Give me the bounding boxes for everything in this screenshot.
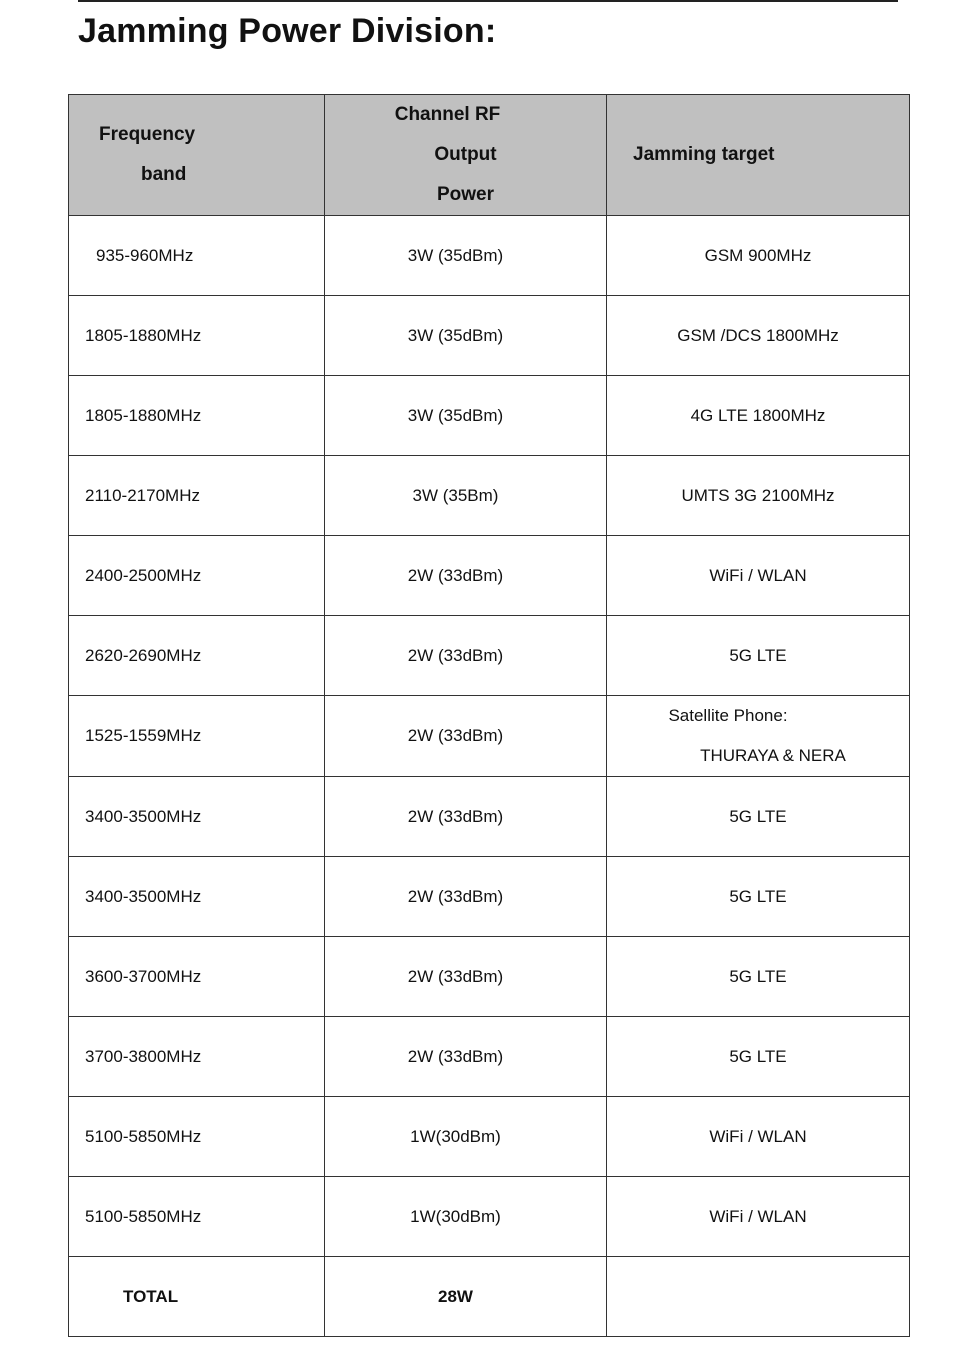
header-channel-rf-output-power [325, 95, 607, 216]
cell-jamming-target: 5G LTE [607, 616, 910, 696]
header-frequency-band-line-2: band [141, 164, 187, 185]
cell-jamming-target: 5G LTE [607, 937, 910, 1017]
cell-output-power: 2W (33dBm) [325, 937, 607, 1017]
cell-output-power: 3W (35Bm) [325, 456, 607, 536]
header-frequency-band [69, 95, 325, 216]
table-row [69, 376, 910, 456]
table-row [69, 216, 910, 296]
table-row [69, 536, 910, 616]
cell-jamming-target: WiFi / WLAN [607, 1177, 910, 1257]
cell-frequency-band: 5100-5850MHz [69, 1097, 325, 1177]
top-rule [78, 0, 898, 2]
table-row [69, 1177, 910, 1257]
table-row [69, 296, 910, 376]
table-row [69, 777, 910, 857]
table-total-row [69, 1257, 910, 1337]
cell-output-power: 2W (33dBm) [325, 616, 607, 696]
header-jamming-target: Jamming target [607, 95, 910, 216]
cell-frequency-band: 2110-2170MHz [69, 456, 325, 536]
table-row [69, 456, 910, 536]
cell-frequency-band: 5100-5850MHz [69, 1177, 325, 1257]
table-row [69, 616, 910, 696]
cell-output-power: 2W (33dBm) [325, 777, 607, 857]
cell-output-power: 3W (35dBm) [325, 296, 607, 376]
cell-jamming-target: GSM 900MHz [607, 216, 910, 296]
cell-frequency-band: 2620-2690MHz [69, 616, 325, 696]
cell-output-power: 1W(30dBm) [325, 1177, 607, 1257]
cell-jamming-target: 5G LTE [607, 1017, 910, 1097]
cell-total-jamming-target [607, 1257, 910, 1337]
cell-frequency-band: 1805-1880MHz [69, 376, 325, 456]
cell-total-output-power: 28W [325, 1257, 607, 1337]
cell-frequency-band: 3400-3500MHz [69, 777, 325, 857]
cell-frequency-band: 3700-3800MHz [69, 1017, 325, 1097]
header-frequency-band-line-1: Frequency [99, 124, 196, 145]
table-row [69, 1097, 910, 1177]
cell-output-power: 2W (33dBm) [325, 536, 607, 616]
cell-jamming-target: 5G LTE [607, 777, 910, 857]
jamming-power-table [68, 94, 910, 1337]
cell-output-power: 1W(30dBm) [325, 1097, 607, 1177]
table-row [69, 1017, 910, 1097]
cell-output-power: 3W (35dBm) [325, 376, 607, 456]
cell-jamming-target: 4G LTE 1800MHz [607, 376, 910, 456]
cell-jamming-target-line-2: THURAYA & NERA [700, 746, 846, 765]
cell-frequency-band: 1805-1880MHz [69, 296, 325, 376]
cell-jamming-target-line-1: Satellite Phone: [668, 706, 788, 725]
cell-frequency-band: 2400-2500MHz [69, 536, 325, 616]
cell-jamming-target: WiFi / WLAN [607, 536, 910, 616]
cell-jamming-target: 5G LTE [607, 857, 910, 937]
page-title: Jamming Power Division: [78, 12, 497, 50]
cell-jamming-target [607, 696, 910, 777]
table-row [69, 937, 910, 1017]
header-power-line-2: Output [434, 144, 497, 165]
cell-jamming-target: WiFi / WLAN [607, 1097, 910, 1177]
cell-frequency-band: 935-960MHz [69, 216, 325, 296]
cell-frequency-band: 3600-3700MHz [69, 937, 325, 1017]
table-header-row [69, 95, 910, 216]
cell-output-power: 2W (33dBm) [325, 1017, 607, 1097]
cell-jamming-target: UMTS 3G 2100MHz [607, 456, 910, 536]
cell-frequency-band: 1525-1559MHz [69, 696, 325, 777]
table-row [69, 857, 910, 937]
cell-jamming-target: GSM /DCS 1800MHz [607, 296, 910, 376]
cell-total-label: TOTAL [69, 1257, 325, 1337]
header-power-line-3: Power [436, 184, 495, 205]
table-row [69, 696, 910, 777]
cell-frequency-band: 3400-3500MHz [69, 857, 325, 937]
cell-output-power: 3W (35dBm) [325, 216, 607, 296]
header-power-line-1: Channel RF [394, 104, 501, 125]
cell-output-power: 2W (33dBm) [325, 696, 607, 777]
cell-output-power: 2W (33dBm) [325, 857, 607, 937]
